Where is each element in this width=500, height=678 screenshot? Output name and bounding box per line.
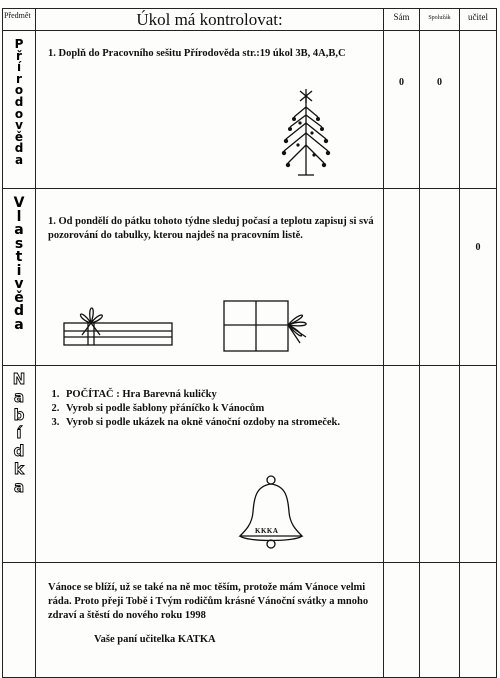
- check-teacher-offer: [460, 366, 497, 563]
- subject-vertical-offer: N a b í d k a: [12, 370, 26, 496]
- list-item: 1. POČÍTAČ : Hra Barevná kuličky: [62, 388, 375, 402]
- christmas-tree-drawing: [276, 89, 336, 179]
- header-teacher: učitel: [460, 9, 497, 31]
- subject-vertical-nature: P ř í r o d o v ě d a: [14, 37, 24, 167]
- task-cell-homeland: [36, 189, 384, 366]
- task-table: [2, 8, 497, 678]
- check-teacher-nature: [460, 31, 497, 189]
- header-self: Sám: [384, 9, 420, 31]
- subject-cell-nature: [3, 31, 36, 189]
- check-classmate-greeting: [420, 563, 460, 678]
- task-cell-nature: [36, 31, 384, 189]
- check-teacher-homeland: 0: [460, 189, 497, 366]
- bell-text: KKKA: [255, 527, 279, 535]
- list-item: 2. Vyrob si podle šablony přáníčko k Vánocům: [62, 402, 375, 416]
- list-item: 3. Vyrob si podle ukázek na okně vánoční ozdoby na stromeček.: [62, 416, 375, 430]
- check-classmate-nature: 0: [420, 31, 460, 189]
- check-classmate-homeland: [420, 189, 460, 366]
- header-subject: Předmět: [3, 9, 36, 31]
- christmas-bell-drawing: [236, 474, 306, 554]
- table-header: [3, 9, 497, 31]
- greeting-message: Vánoce se blíží, už se také na ně moc těším, protože mám Vánoce velmi ráda. Proto přeji Tobě i Tvým rodičům krásné Vánoční svátky a mnoho zdraví a štěstí do nového roku 1998: [48, 582, 369, 621]
- greeting-signature: Vaše paní učitelka KATKA: [94, 634, 216, 645]
- subject-cell-homeland: [3, 189, 36, 366]
- subject-cell-offer: [3, 366, 36, 563]
- row-homeland: [3, 189, 497, 366]
- header-task: Úkol má kontrolovat:: [36, 9, 384, 31]
- greeting-cell: [36, 563, 384, 678]
- task-cell-offer: [36, 366, 384, 563]
- check-self-offer: [384, 366, 420, 563]
- task-text-homeland: 1. Od pondělí do pátku tohoto týdne sleduj počasí a teplotu zapisuj si svá pozorování do tabulky, kterou najdeš na pracovním listě.: [48, 216, 374, 241]
- check-classmate-offer: [420, 366, 460, 563]
- row-nature: [3, 31, 497, 189]
- task-text-nature: 1. Doplň do Pracovního sešitu Přírodověda str.:19 úkol 3B, 4A,B,C: [48, 48, 346, 59]
- row-offer: [3, 366, 497, 563]
- task-list-offer: [36, 366, 383, 430]
- check-self-homeland: [384, 189, 420, 366]
- row-greeting: [3, 563, 497, 678]
- subject-vertical-homeland: V l a s t i v ě d a: [13, 195, 25, 333]
- check-teacher-greeting: [460, 563, 497, 678]
- gift-box-long-drawing: [58, 297, 178, 357]
- check-self-nature: 0: [384, 31, 420, 189]
- subject-cell-greeting: [3, 563, 36, 678]
- gift-box-square-drawing: [216, 289, 326, 359]
- check-self-greeting: [384, 563, 420, 678]
- header-classmate: Spolužák: [420, 9, 460, 31]
